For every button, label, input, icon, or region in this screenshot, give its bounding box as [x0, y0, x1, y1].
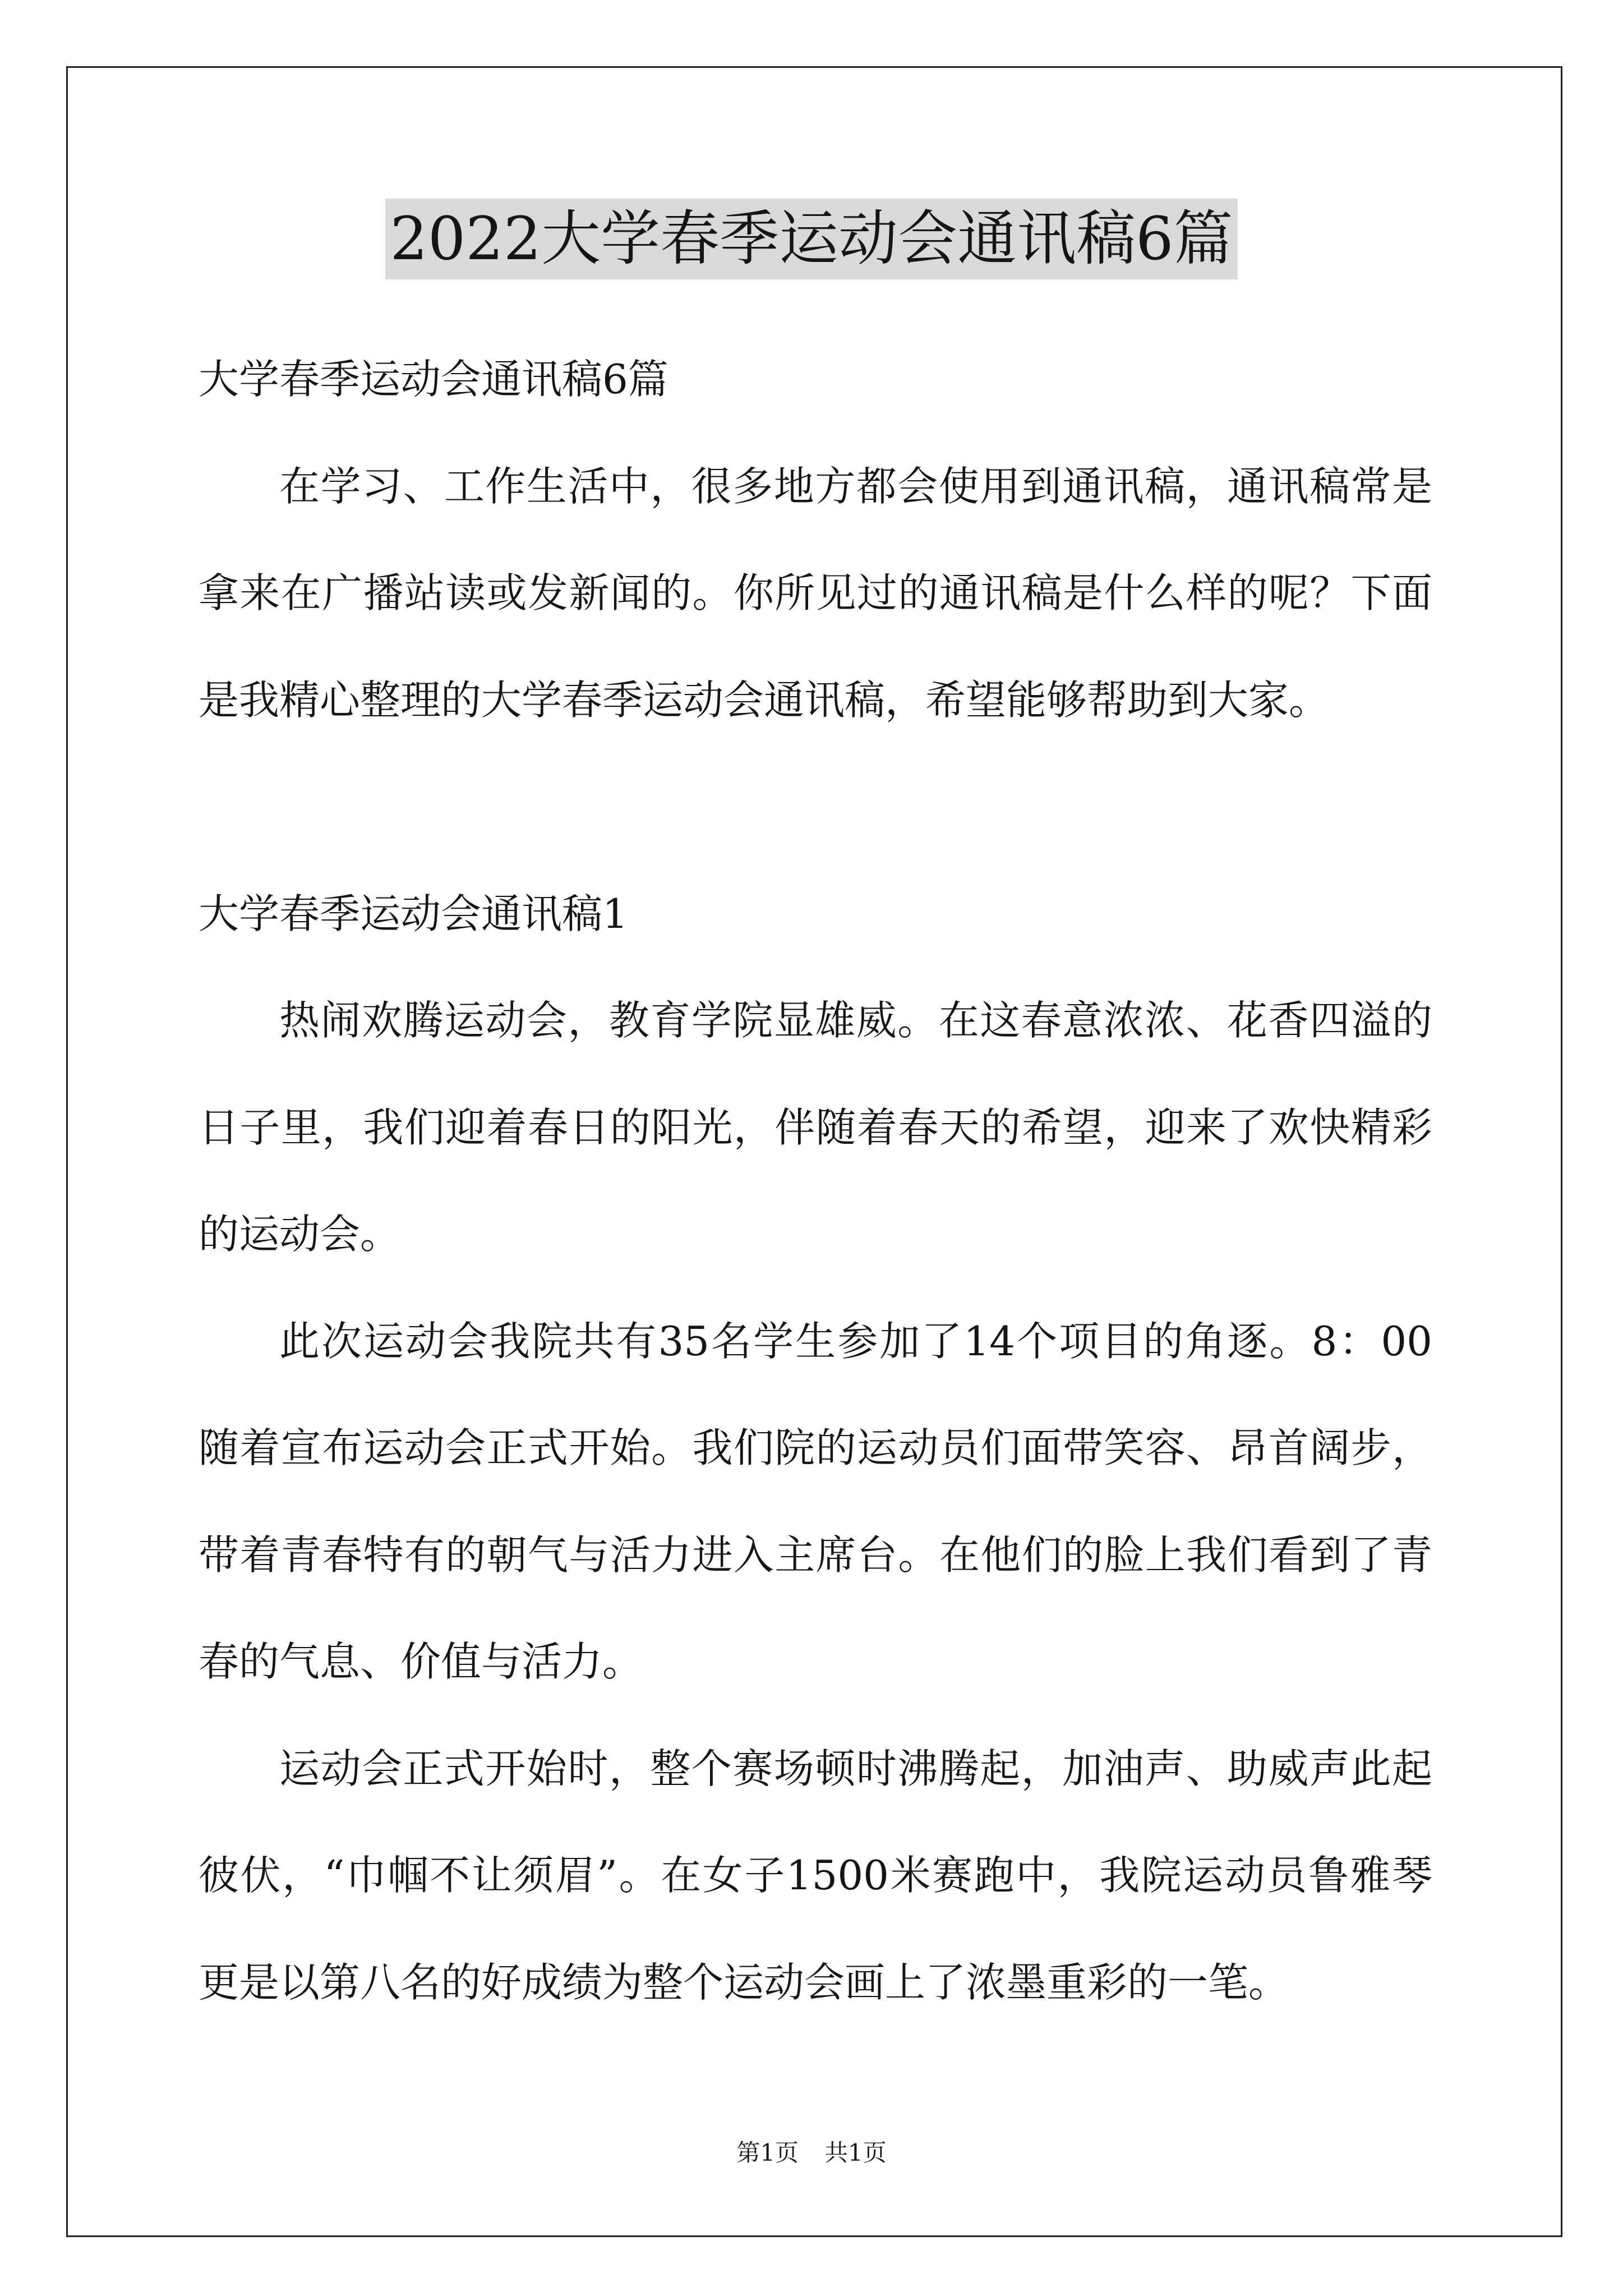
paragraph-line: 热闹欢腾运动会，教育学院显雄威。在这春意浓浓、花香四溢的: [279, 997, 1432, 1044]
document-title: 2022大学春季运动会通讯稿6篇: [385, 199, 1237, 279]
paragraph-line: 此次运动会我院共有35名学生参加了14个项目的角逐。8：00: [279, 1317, 1432, 1365]
paragraph-line: 的运动会。: [199, 1211, 401, 1258]
page-number: 第1页: [736, 2139, 799, 2166]
section-heading: 大学春季运动会通讯稿1: [199, 890, 628, 937]
blank-line: [199, 753, 1432, 861]
paragraph-line: 在学习、工作生活中，很多地方都会使用到通讯稿，通讯稿常是: [279, 462, 1432, 510]
body-paragraph: [199, 1715, 1432, 2036]
paragraph-line: 是我精心整理的大学春季运动会通讯稿，希望能够帮助到大家。: [199, 676, 1330, 724]
paragraph-line: 更是以第八名的好成绩为整个运动会画上了浓墨重彩的一笔。: [199, 1958, 1289, 2006]
page-footer: [0, 2138, 1623, 2168]
paragraph-line: 运动会正式开始时，整个赛场顿时沸腾起，加油声、助威声此起: [279, 1745, 1432, 1792]
paragraph-line: 彼伏，“巾帼不让须眉”。在女子1500米赛跑中，我院运动员鲁雅琴: [199, 1852, 1432, 1899]
paragraph-line: 拿来在广播站读或发新闻的。你所见过的通讯稿是什么样的呢？下面: [199, 569, 1432, 616]
body-paragraph: [199, 967, 1432, 1288]
paragraph-line: 日子里，我们迎着春日的阳光，伴随着春天的希望，迎来了欢快精彩: [199, 1103, 1432, 1151]
title-container: [0, 199, 1623, 279]
page-total: 共1页: [824, 2139, 887, 2166]
paragraph-line: 带着青春特有的朝气与活力进入主席台。在他们的脸上我们看到了青: [199, 1531, 1432, 1579]
intro-paragraph: [199, 433, 1432, 754]
document-body: [199, 326, 1432, 2036]
document-subtitle: 大学春季运动会通讯稿6篇: [199, 356, 668, 403]
paragraph-line: 随着宣布运动会正式开始。我们院的运动员们面带笑容、昂首阔步，: [199, 1424, 1432, 1471]
body-paragraph: [199, 1288, 1432, 1715]
paragraph-line: 春的气息、价值与活力。: [199, 1638, 643, 1685]
